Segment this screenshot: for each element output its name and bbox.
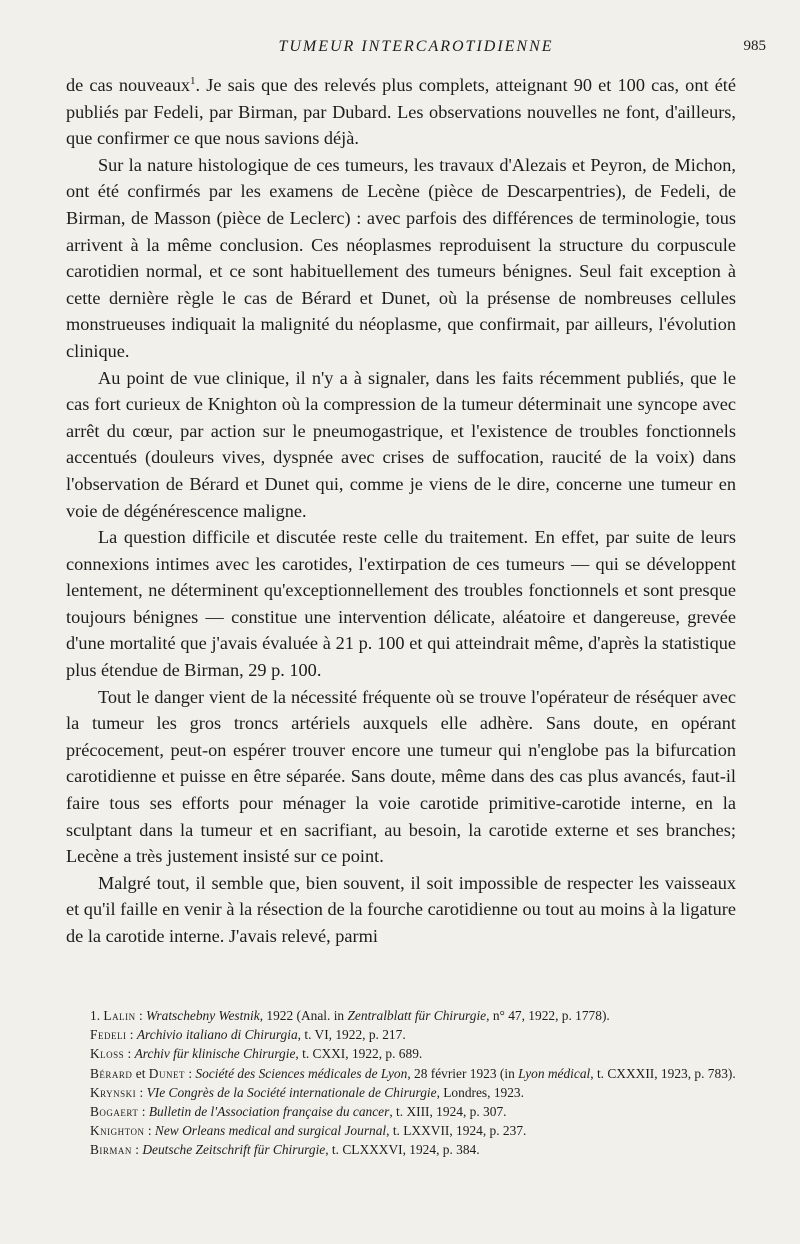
footnote-number: 1.	[90, 1008, 101, 1023]
footnote-author: Bérard	[90, 1065, 133, 1081]
footnote-sep: et	[132, 1065, 149, 1081]
footnote-author: Birman	[90, 1142, 132, 1158]
paragraph: Malgré tout, il semble que, bien souvent, il soit impossible de respecter les vaisseaux et qu'il faille en venir à la résection de la fourche carotidienne ou tout au moins à la ligature de la carotide interne. J'avais relevé, parmi	[66, 872, 736, 946]
paragraph-text: de cas nouveaux	[66, 75, 190, 95]
footnote-sep: :	[124, 1046, 135, 1062]
footnote-source: VIe Congrès de la Société internationale de Chirurgie	[146, 1084, 437, 1100]
footnote	[66, 1044, 736, 1063]
footnote-author: Knighton	[90, 1123, 145, 1139]
footnote-source: Société des Sciences médicales de Lyon	[195, 1065, 408, 1081]
paragraph-text: . Je sais que des relevés plus complets, atteignant 90 et 100 cas, ont été publiés par Fedeli, par Birman, par Dubard. Les observations nouvelles ne font, d'ailleurs, que confirmer ce que nous savions déjà.	[66, 75, 736, 149]
footnote-source: Deutsche Zeitschrift für Chirurgie	[142, 1142, 326, 1158]
footnote-sep: :	[184, 1065, 196, 1081]
footnote-detail: , Londres, 1923.	[436, 1084, 524, 1100]
footnote-ref: 1	[189, 74, 196, 87]
footnote-sep: :	[138, 1104, 149, 1120]
footnote-detail: , 1922 (Anal. in	[259, 1008, 348, 1023]
footnote	[66, 1006, 736, 1025]
page-number: 985	[743, 38, 766, 54]
footnote-source: Zentralblatt für Chirurgie	[347, 1008, 487, 1023]
footnote	[66, 1121, 736, 1140]
footnote-detail: , n° 47, 1922, p. 1778).	[486, 1008, 610, 1023]
footnote-source: New Orleans medical and surgical Journal	[154, 1123, 387, 1139]
footnote-sep: :	[135, 1008, 147, 1023]
paragraph: Tout le danger vient de la nécessité fréquente où se trouve l'opérateur de réséquer avec la tumeur les gros troncs artériels auxquels elle adhère. Sans doute, en opérant précocement, peut-on espérer trouver encore une tumeur qui n'englobe pas la bifurcation carotidienne et puisse en être séparée. Sans doute, même dans des cas plus avancés, faut-il faire tous ses efforts pour ménager la voie carotide primitive-carotide interne, en la sculptant dans la tumeur et en sacrifiant, au besoin, la carotide externe et ses branches; Lecène a très justement insisté sur ce point.	[66, 686, 736, 867]
footnote-detail: , t. CXXI, 1922, p. 689.	[295, 1046, 423, 1062]
footnote-detail: , t. LXXVII, 1924, p. 237.	[386, 1123, 527, 1139]
footnote-detail: , t. CXXXII, 1923, p. 783).	[590, 1065, 736, 1081]
footnote-sep: :	[131, 1142, 143, 1158]
footnote-sep: :	[126, 1027, 137, 1043]
footnote	[66, 1140, 736, 1159]
paragraph: Au point de vue clinique, il n'y a à signaler, dans les faits récemment publiés, que le cas fort curieux de Knighton où la compression de la tumeur déterminait une syncope avec arrêt du cœur, par action sur le pneumogastrique, et l'existence de troubles fonctionnels accentués (douleurs vives, dyspnée avec crises de suffocation, raucité de la voix) dans l'observation de Bérard et Dunet qui, comme je viens de le dire, concerne une tumeur en voie de dégénérescence maligne.	[66, 367, 736, 521]
body-text	[66, 72, 736, 950]
footnote-author: Krynski	[90, 1084, 137, 1100]
footnote-sep: :	[136, 1084, 147, 1100]
footnote-detail: , t. XIII, 1924, p. 307.	[389, 1104, 507, 1120]
page-header	[66, 38, 766, 62]
footnote-detail: , 28 février 1923 (in	[407, 1065, 519, 1081]
footnote-source: Bulletin de l'Association française du cancer	[148, 1104, 390, 1120]
footnote-detail: , t. CLXXXVI, 1924, p. 384.	[325, 1142, 480, 1158]
running-title: TUMEUR INTERCAROTIDIENNE	[278, 38, 554, 55]
paragraph	[66, 72, 736, 152]
footnote-source: Wratschebny Westnik	[146, 1008, 260, 1023]
footnotes	[66, 1006, 736, 1160]
footnote-source: Lyon médical	[518, 1065, 591, 1081]
footnote-detail: , t. VI, 1922, p. 217.	[297, 1027, 406, 1043]
paragraph: Sur la nature histologique de ces tumeurs, les travaux d'Alezais et Peyron, de Michon, ont été confirmés par les examens de Lecène (pièce de Descarpentries), de Fedeli, de Birman, de Masson (pièce de Leclerc) : avec parfois des différences de terminologie, tous arrivent à la même conclusion. Ces néoplasmes reproduisent la structure du corpuscule carotidien normal, et ce sont habituellement des tumeurs bénignes. Seul fait exception à cette dernière règle le cas de Bérard et Dunet, où la présense de nombreuses cellules monstrueuses indiquait la malignité du néoplasme, que confirmait, par ailleurs, l'évolution clinique.	[66, 154, 736, 361]
footnote-author: Bogaert	[90, 1104, 139, 1120]
footnote-author: Kloss	[90, 1046, 125, 1062]
footnote-sep: :	[144, 1123, 155, 1139]
footnote-author: Dunet	[148, 1065, 185, 1081]
footnote	[66, 1102, 736, 1121]
footnote-author: Fedeli	[90, 1027, 127, 1043]
paragraph: La question difficile et discutée reste celle du traitement. En effet, par suite de leurs connexions intimes avec les carotides, l'extirpation de ces tumeurs — qui se développent lentement, ne déterminent qu'exceptionnellement des troubles fonctionnels et sont presque toujours bénignes — constitue une intervention délicate, aléatoire et dangereuse, grevée d'une mortalité que j'avais évaluée à 21 p. 100 et qui atteindrait même, d'après la statistique plus étendue de Birman, 29 p. 100.	[66, 527, 736, 681]
footnote	[66, 1064, 736, 1083]
footnote-source: Archivio italiano di Chirurgia	[136, 1027, 298, 1043]
footnote-author: Lalin	[103, 1008, 136, 1023]
footnote-source: Archiv für klinische Chirurgie	[134, 1046, 296, 1062]
footnote	[66, 1025, 736, 1044]
footnote	[66, 1083, 736, 1102]
